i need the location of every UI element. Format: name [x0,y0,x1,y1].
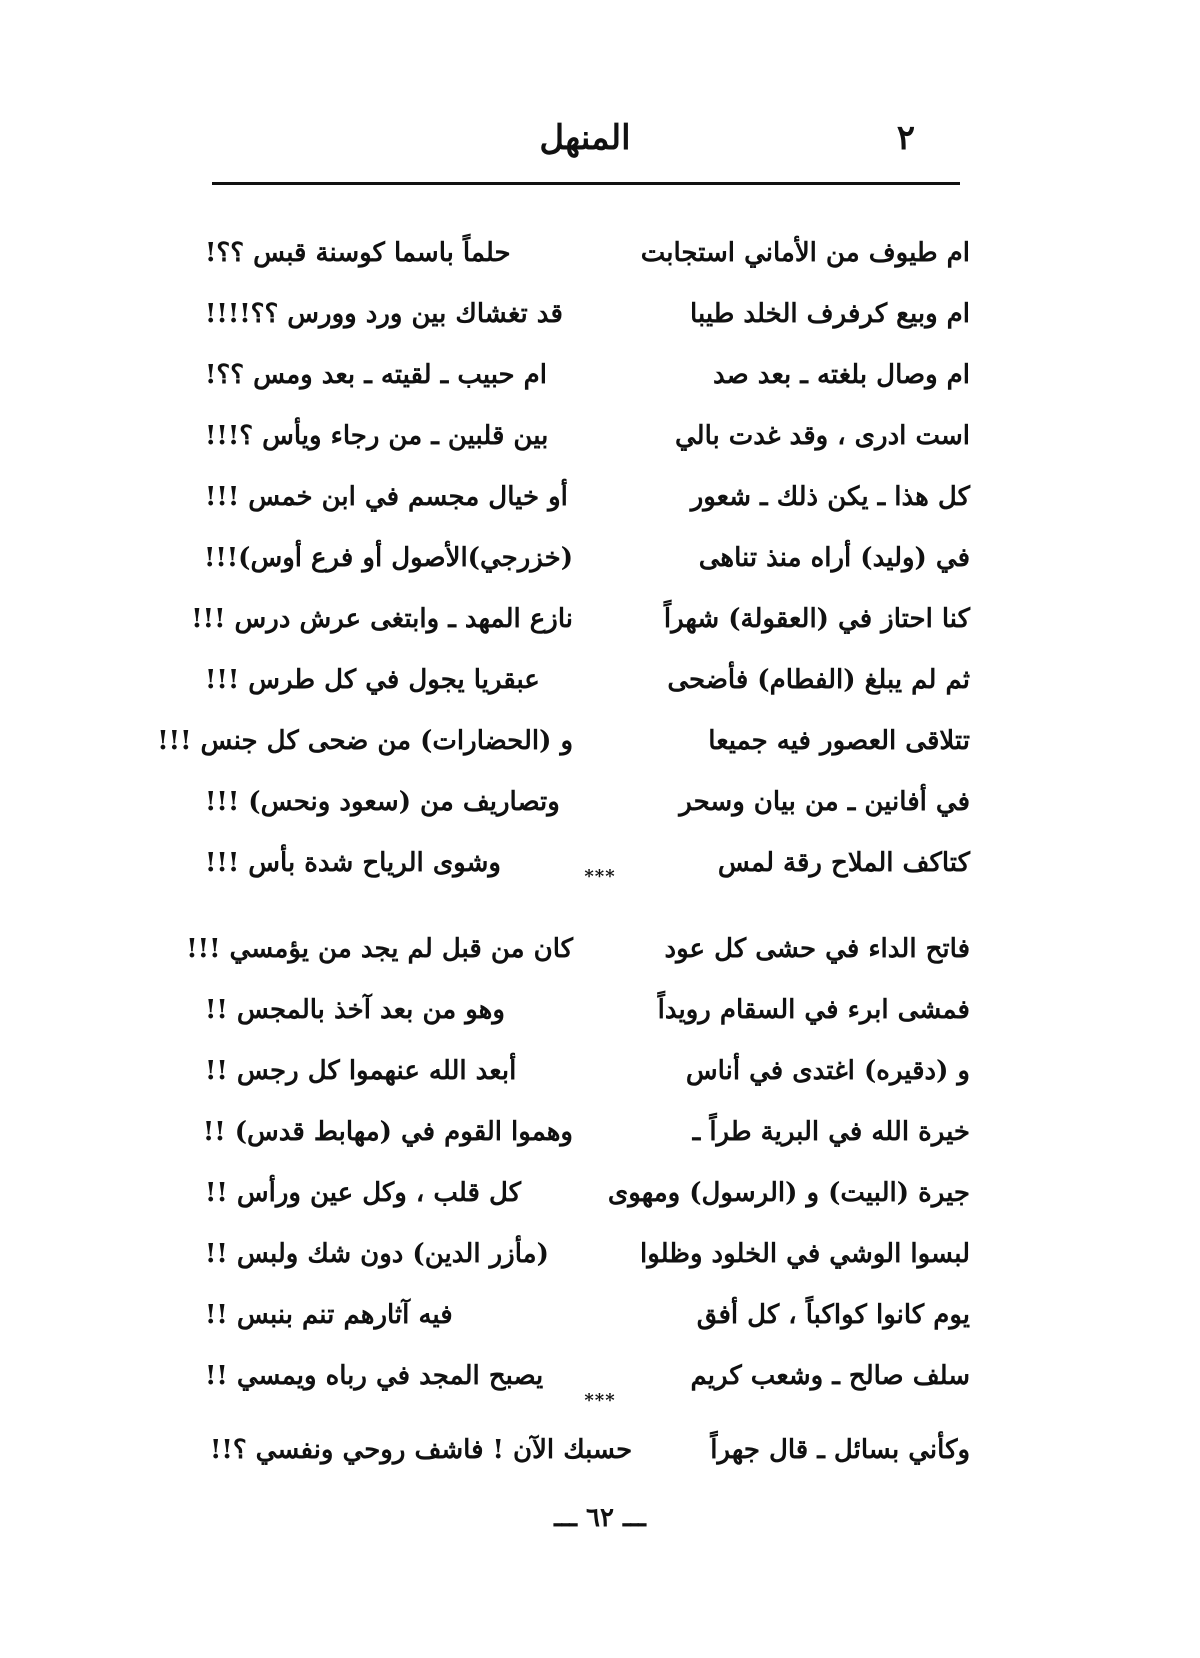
verse-second-hemistich: وتصاريف من (سعود ونحس) !!! [205,786,560,817]
journal-title: المنهل [539,118,631,158]
verse-second-hemistich: حسبك الآن ! فاشف روحي ونفسي ؟!! [210,1435,633,1465]
verse-first-hemistich: يوم كانوا كواكباً ، كل أفق [696,1299,970,1330]
page-number: ٢ [896,118,915,158]
verse-first-hemistich: كنا احتاز في (العقولة) شهراً [663,603,970,634]
verse-first-hemistich: ام طيوف من الأماني استجابت [640,237,970,268]
verse-second-hemistich: وهموا القوم في (مهابط قدس) !! [202,1116,573,1147]
verse-first-hemistich: سلف صالح ـ وشعب كريم [690,1360,970,1391]
closing-verse [210,1435,970,1465]
verse-line [205,1284,970,1345]
verse-first-hemistich: فمشى ابرء في السقام رويداً [657,994,970,1025]
verse-first-hemistich: ثم لم يبلغ (الفطام) فأضحى [667,664,970,695]
verse-line [205,1162,970,1223]
verse-first-hemistich: كتاكف الملاح رقة لمس [717,847,970,878]
verse-first-hemistich: ام وبيع كرفرف الخلد طيبا [690,298,970,329]
verse-line [205,979,970,1040]
verse-second-hemistich: حلماً باسما كوسنة قبس ؟؟! [205,237,511,268]
verse-first-hemistich: است ادرى ، وقد غدت بالي [674,420,970,451]
verse-second-hemistich: وهو من بعد آخذ بالمجس !! [205,994,505,1025]
verse-line [205,1223,970,1284]
verse-second-hemistich: و (الحضارات) من ضحى كل جنس !!! [157,725,573,756]
verse-line [157,710,970,771]
verse-second-hemistich: قد تغشاك بين ورد وورس ؟؟!!!! [205,298,563,329]
verse-second-hemistich: (خزرجي)الأصول أو فرع أوس)!!! [203,542,573,573]
verse-first-hemistich: وكأني بسائل ـ قال جهراً [710,1435,970,1465]
verse-line [205,527,970,588]
verse-second-hemistich: يصبح المجد في رباه ويمسي !! [205,1360,544,1391]
verse-line [205,405,970,466]
verse-line [205,649,970,710]
verse-second-hemistich: كان من قبل لم يجد من يؤمسي !!! [186,933,573,964]
verse-line [205,222,970,283]
verse-second-hemistich: أو خيال مجسم في ابن خمس !!! [205,481,568,512]
verse-line [205,283,970,344]
verse-first-hemistich: و (دقيره) اغتدى في أناس [685,1055,970,1086]
verse-second-hemistich: أبعد الله عنهموا كل رجس !! [205,1055,517,1086]
verse-second-hemistich: بين قلبين ـ من رجاء ويأس ؟!!! [205,420,549,451]
verse-second-hemistich: فيه آثارهم تنم بنبس !! [205,1299,453,1330]
verse-line [191,588,970,649]
verse-second-hemistich: (مأزر الدين) دون شك ولبس !! [205,1238,549,1269]
section-separator: *** [584,1390,616,1411]
verse-second-hemistich: ام حبيب ـ لقيته ـ بعد ومس ؟؟! [205,359,547,390]
verse-first-hemistich: فاتح الداء في حشى كل عود [664,933,970,964]
poem-section-2 [186,918,970,1406]
poem-section-1 [157,222,970,893]
folio-page-number: ـــ ٦٢ ـــ [554,1503,646,1533]
header-rule [212,182,960,185]
verse-second-hemistich: عبقريا يجول في كل طرس !!! [205,664,540,695]
verse-line [202,1101,970,1162]
verse-line [205,344,970,405]
verse-first-hemistich: جيرة (البيت) و (الرسول) ومهوى [607,1177,970,1208]
verse-first-hemistich: ام وصال بلغته ـ بعد صد [713,359,970,390]
verse-second-hemistich: كل قلب ، وكل عين ورأس !! [205,1177,522,1208]
verse-first-hemistich: في (وليد) أراه منذ تناهى [698,542,970,573]
verse-first-hemistich: في أفانين ـ من بيان وسحر [679,786,970,817]
verse-first-hemistich: كل هذا ـ يكن ذلك ـ شعور [690,481,970,512]
verse-line [205,1040,970,1101]
verse-line [186,918,970,979]
section-separator: *** [584,866,616,887]
verse-line [205,771,970,832]
verse-first-hemistich: خيرة الله في البرية طراً ـ [692,1116,970,1147]
verse-second-hemistich: نازع المهد ـ وابتغى عرش درس !!! [191,603,573,634]
verse-first-hemistich: لبسوا الوشي في الخلود وظلوا [639,1238,970,1269]
verse-first-hemistich: تتلاقى العصور فيه جميعا [708,725,970,756]
verse-second-hemistich: وشوى الرياح شدة بأس !!! [205,847,501,878]
page-header [210,118,960,178]
verse-line [205,466,970,527]
